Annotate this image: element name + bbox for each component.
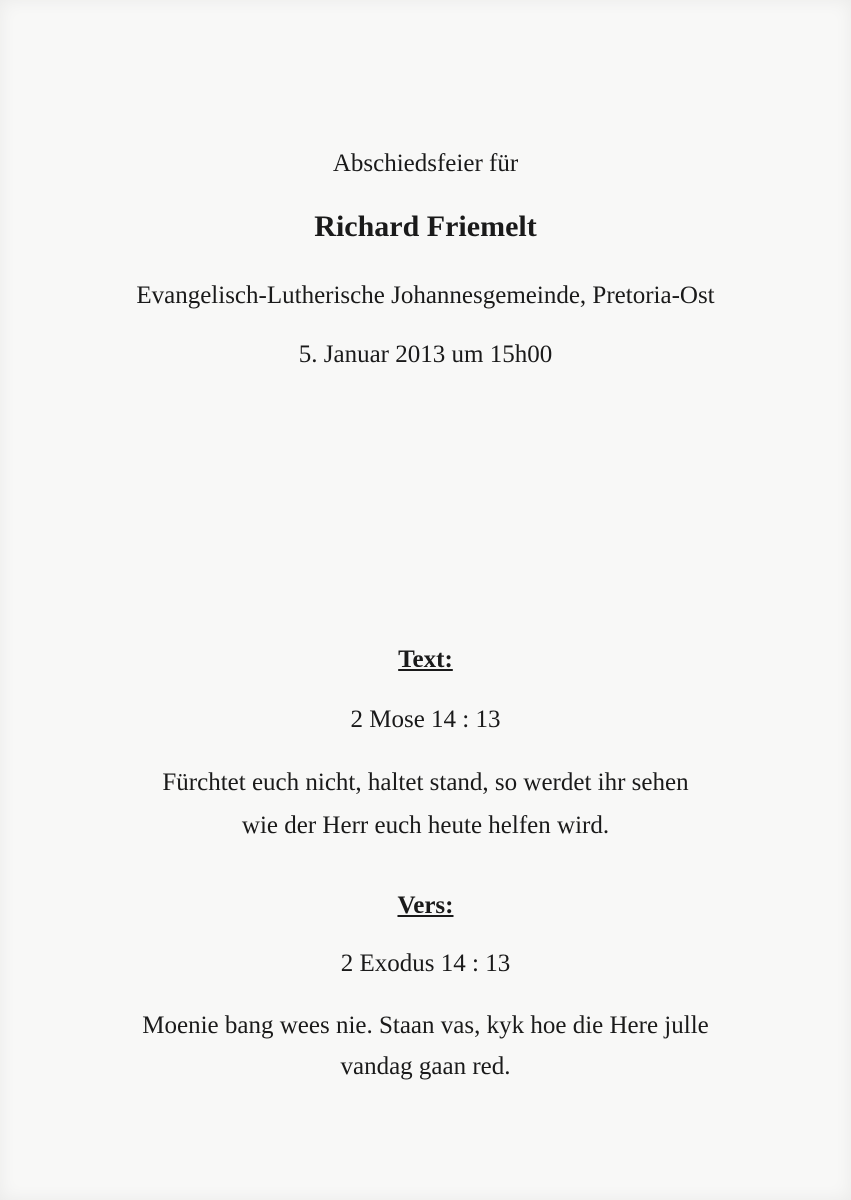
deceased-name: Richard Friemelt [314, 210, 537, 243]
text-section-heading: Text: [398, 646, 453, 673]
farewell-heading: Abschiedsfeier für [332, 150, 519, 177]
text-section-reference: 2 Mose 14 : 13 [350, 706, 501, 733]
text-section-verse-line-1: Fürchtet euch nicht, haltet stand, so werdet ihr sehen [162, 769, 689, 796]
service-date: 5. Januar 2013 um 15h00 [298, 341, 553, 368]
vers-section-verse-line-1: Moenie bang wees nie. Staan vas, kyk hoe die Here julle [142, 1012, 709, 1039]
text-section-verse-line-2: wie der Herr euch heute helfen wird. [241, 812, 610, 839]
church-name: Evangelisch-Lutherische Johannesgemeinde, Pretoria-Ost [136, 282, 715, 309]
vers-section-reference: 2 Exodus 14 : 13 [340, 950, 511, 977]
vers-section-verse-line-2: vandag gaan red. [340, 1053, 511, 1080]
vers-section-heading: Vers: [397, 892, 454, 919]
